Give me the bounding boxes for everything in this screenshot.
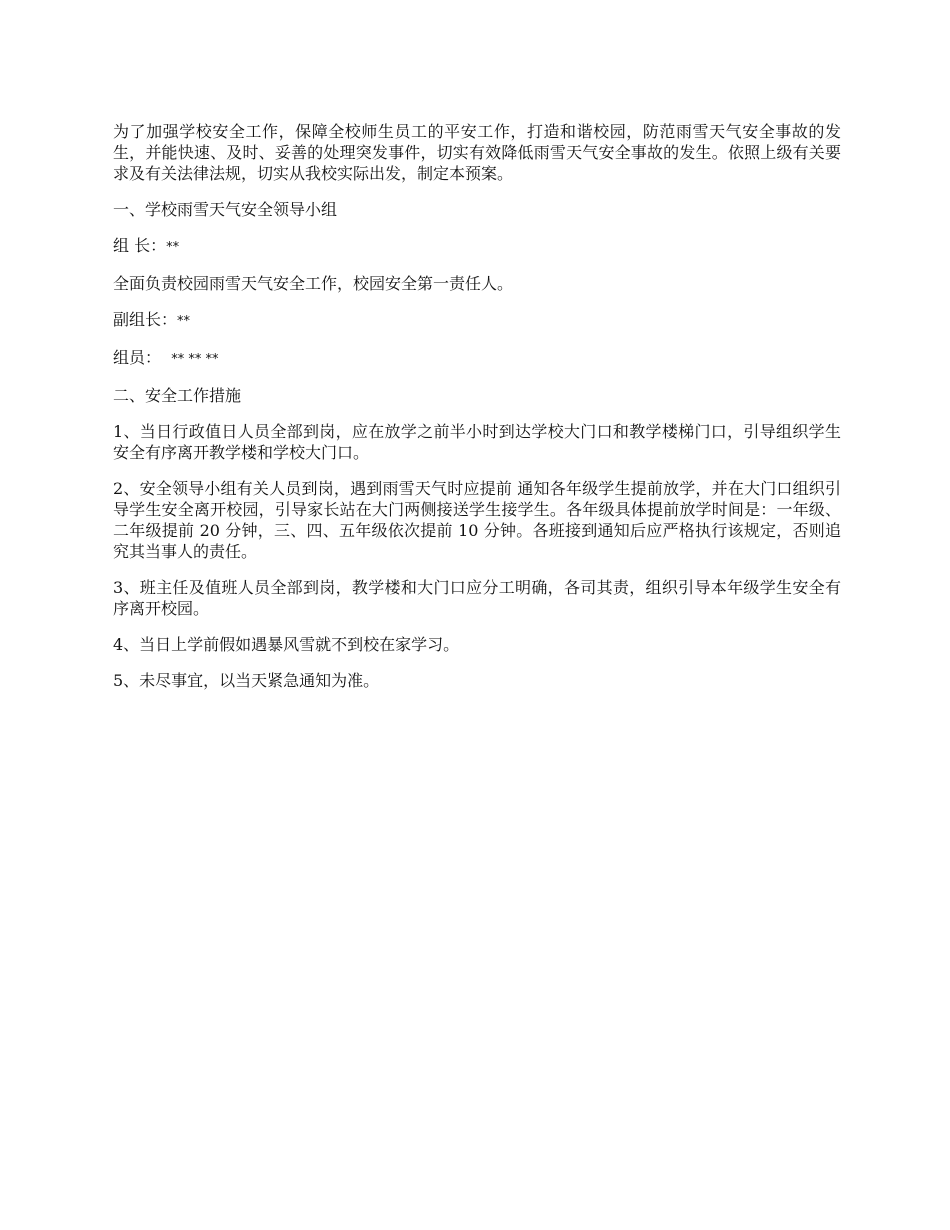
leader-line (113, 235, 841, 258)
members-value: ** ** ** (171, 352, 219, 367)
leader-duty: 全面负责校园雨雪天气安全工作，校园安全第一责任人。 (113, 274, 514, 293)
section-heading-leadership: 一、学校雨雪天气安全领导小组 (113, 200, 338, 219)
measure-item-3: 3、班主任及值班人员全部到岗，教学楼和大门口应分工明确，各司其责，组织引导本年级学生安全有序离开校园。 (113, 578, 841, 618)
measure-item-4: 4、当日上学前假如遇暴风雪就不到校在家学习。 (113, 635, 460, 654)
measure-item-1: 1、当日行政值日人员全部到岗，应在放学之前半小时到达学校大门口和教学楼梯门口，引导组织学生安全有序离开教学楼和学校大门口。 (113, 422, 841, 462)
intro-paragraph: 为了加强学校安全工作，保障全校师生员工的平安工作，打造和谐校园，防范雨雪天气安全事故的发生，并能快速、及时、妥善的处理突发事件，切实有效降低雨雪天气安全事故的发生。依照上级有关要求及有关法律法规，切实从我校实际出发，制定本预案。 (113, 122, 841, 183)
leader-value: ** (166, 240, 180, 255)
members-line (113, 347, 841, 370)
deputy-line (113, 309, 841, 332)
measure-item-5: 5、未尽事宜，以当天紧急通知为准。 (113, 671, 380, 690)
measure-item-2: 2、安全领导小组有关人员到岗，遇到雨雪天气时应提前 通知各年级学生提前放学，并在大门口组织引导学生安全离开校园，引导家长站在大门两侧接送学生接学生。各年级具体提前放学时间是：一年级、二年级提前 20 分钟，三、四、五年级依次提前 10 分钟。各班接到通知后应严格执行该规定，否则追究其当事人的责任。 (113, 479, 841, 561)
document-body (113, 121, 841, 706)
deputy-label: 副组长： (113, 310, 178, 329)
leader-label: 组 长： (113, 236, 167, 255)
section-heading-measures: 二、安全工作措施 (113, 386, 242, 405)
members-label: 组员： (113, 348, 172, 367)
deputy-value: ** (177, 314, 191, 329)
